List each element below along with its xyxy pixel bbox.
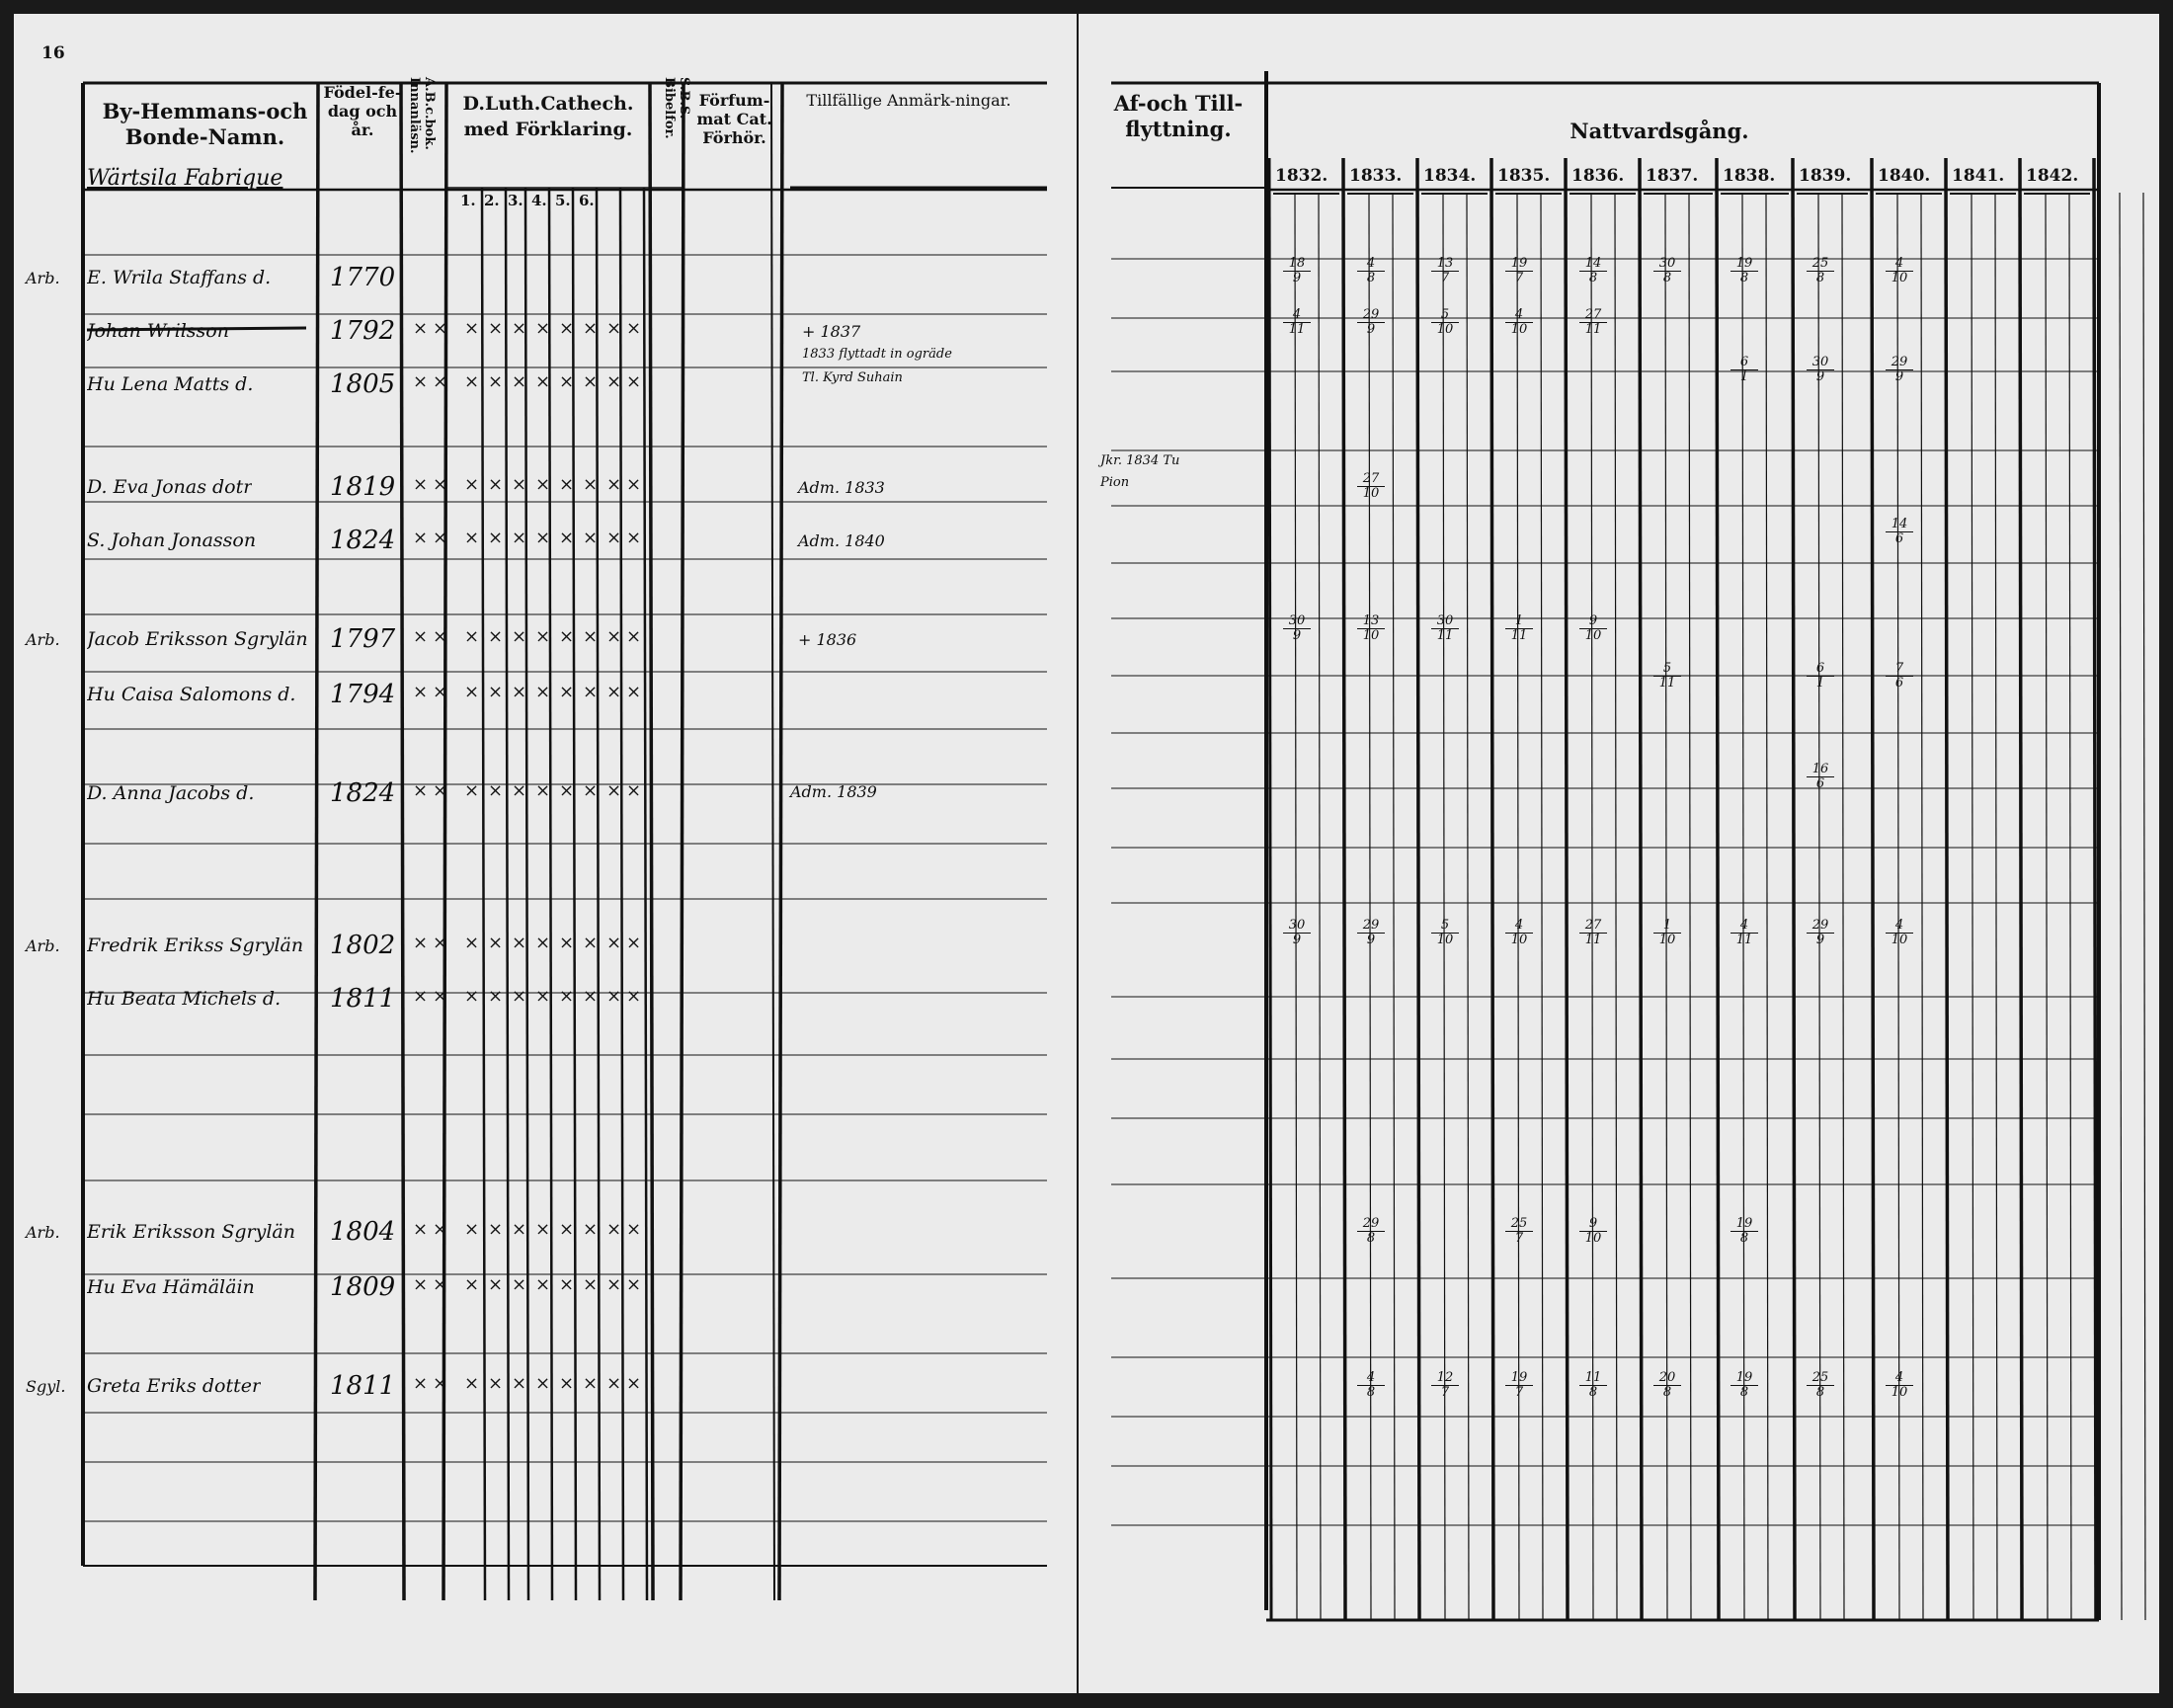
- year-header: 1838.: [1723, 166, 1776, 186]
- exam-mark: ×: [413, 933, 429, 953]
- year-col-rule: [1269, 158, 1271, 1620]
- year-col-rule: [1566, 158, 1568, 1620]
- communion-date: $\frac{25}{8}$: [1807, 1371, 1834, 1400]
- communion-date: $\frac{9}{10}$: [1579, 1217, 1607, 1246]
- year-col-rule: [2094, 158, 2096, 1620]
- exam-mark: ×: [433, 528, 448, 548]
- exam-mark: ×: [535, 371, 551, 392]
- exam-mark: ×: [583, 986, 599, 1007]
- year-sub-rule: [1766, 193, 1768, 1620]
- exam-mark: ×: [559, 1219, 575, 1240]
- exam-mark: ×: [512, 318, 527, 339]
- exam-mark: ×: [606, 1274, 622, 1295]
- person-name: Erik Eriksson Sgrylän: [87, 1221, 295, 1243]
- year-header: 1837.: [1646, 166, 1699, 186]
- year-sub-rule: [1541, 193, 1543, 1620]
- communion-date: $\frac{30}{11}$: [1431, 614, 1459, 643]
- year-header: 1839.: [1799, 166, 1852, 186]
- exam-mark: ×: [464, 780, 480, 801]
- communion-date: $\frac{29}{9}$: [1807, 919, 1834, 947]
- page-number: 16: [41, 43, 65, 63]
- year-sub-rule: [1443, 193, 1445, 1620]
- communion-date: $\frac{29}{9}$: [1886, 356, 1913, 384]
- exam-mark: ×: [413, 474, 429, 495]
- birth-year: 1804: [330, 1217, 396, 1247]
- exam-mark: ×: [606, 474, 622, 495]
- exam-mark: ×: [464, 528, 480, 548]
- exam-mark: ×: [413, 528, 429, 548]
- exam-mark: ×: [464, 1274, 480, 1295]
- communion-date: $\frac{5}{11}$: [1653, 662, 1681, 691]
- exam-mark: ×: [488, 371, 504, 392]
- exam-mark: ×: [433, 474, 448, 495]
- cat-sub-rule: [482, 188, 485, 1600]
- year-col-rule: [1946, 158, 1948, 1620]
- header-bibel: S.B.S. Bibelfor.: [662, 77, 691, 139]
- person-name: Hu Caisa Salomons d.: [87, 684, 296, 705]
- person-name: Hu Eva Hämäläin: [87, 1276, 255, 1298]
- exam-mark: ×: [626, 682, 642, 702]
- moves-note-2: Pion: [1100, 475, 1130, 490]
- exam-mark: ×: [606, 1373, 622, 1394]
- person-role: Arb.: [26, 1223, 60, 1242]
- exam-mark: ×: [606, 1219, 622, 1240]
- exam-mark: ×: [413, 1219, 429, 1240]
- communion-date: $\frac{1}{11}$: [1505, 614, 1533, 643]
- communion-date: $\frac{30}{8}$: [1653, 257, 1681, 285]
- communion-date: $\frac{4}{8}$: [1357, 257, 1385, 285]
- remark-7: Adm. 1839: [790, 782, 877, 801]
- year-sub-rule: [1591, 193, 1593, 1620]
- year-header: 1836.: [1571, 166, 1625, 186]
- year-col-rule: [1491, 158, 1493, 1620]
- exam-mark: ×: [583, 318, 599, 339]
- communion-date: $\frac{6}{1}$: [1730, 356, 1758, 384]
- exam-mark: ×: [512, 1373, 527, 1394]
- year-header: 1841.: [1952, 166, 2005, 186]
- year-col-rule: [2020, 158, 2022, 1620]
- communion-date: $\frac{5}{10}$: [1431, 919, 1459, 947]
- year-sub-rule: [1972, 193, 1973, 1620]
- exam-mark: ×: [488, 318, 504, 339]
- remark-1: + 1837: [802, 322, 861, 341]
- communion-date: $\frac{11}{8}$: [1579, 1371, 1607, 1400]
- exam-mark: ×: [626, 780, 642, 801]
- year-sub-rule: [1517, 193, 1519, 1620]
- year-col-rule: [1417, 158, 1419, 1620]
- exam-mark: ×: [535, 1373, 551, 1394]
- exam-mark: ×: [433, 933, 448, 953]
- year-sub-rule: [1393, 193, 1395, 1620]
- exam-mark: ×: [512, 626, 527, 647]
- communion-date: $\frac{4}{8}$: [1357, 1371, 1385, 1400]
- header-communion: Nattvardsgång.: [1569, 119, 1749, 143]
- person-name: D. Eva Jonas dotr: [87, 476, 253, 498]
- exam-mark: ×: [464, 474, 480, 495]
- moves-note-1: Jkr. 1834 Tu: [1100, 453, 1180, 468]
- exam-mark: ×: [488, 682, 504, 702]
- exam-mark: ×: [583, 933, 599, 953]
- birth-year: 1797: [330, 624, 396, 654]
- exam-mark: ×: [433, 1219, 448, 1240]
- exam-mark: ×: [512, 1219, 527, 1240]
- communion-date: $\frac{7}{6}$: [1886, 662, 1913, 691]
- exam-mark: ×: [535, 780, 551, 801]
- exam-mark: ×: [606, 682, 622, 702]
- exam-mark: ×: [488, 933, 504, 953]
- exam-mark: ×: [626, 1373, 642, 1394]
- exam-mark: ×: [464, 986, 480, 1007]
- exam-mark: ×: [583, 1373, 599, 1394]
- year-col-rule: [1343, 158, 1345, 1620]
- exam-mark: ×: [464, 1219, 480, 1240]
- exam-mark: ×: [535, 474, 551, 495]
- exam-mark: ×: [559, 528, 575, 548]
- exam-mark: ×: [583, 626, 599, 647]
- communion-date: $\frac{4}{10}$: [1505, 919, 1533, 947]
- exam-mark: ×: [559, 371, 575, 392]
- exam-mark: ×: [464, 626, 480, 647]
- exam-mark: ×: [626, 318, 642, 339]
- person-name: Fredrik Erikss Sgrylän: [87, 935, 304, 956]
- communion-date: $\frac{19}{8}$: [1730, 1371, 1758, 1400]
- year-col-rule: [1640, 158, 1642, 1620]
- communion-date: $\frac{13}{10}$: [1357, 614, 1385, 643]
- year-col-rule: [1793, 158, 1795, 1620]
- exam-mark: ×: [535, 626, 551, 647]
- exam-mark: ×: [512, 528, 527, 548]
- exam-mark: ×: [559, 780, 575, 801]
- left-col-rule: [681, 83, 684, 1600]
- exam-mark: ×: [488, 1219, 504, 1240]
- year-sub-rule: [1615, 193, 1617, 1620]
- year-sub-rule: [1665, 193, 1667, 1620]
- remark-5: Adm. 1840: [798, 531, 885, 550]
- cat-sub-rule: [644, 188, 647, 1600]
- year-header: 1833.: [1349, 166, 1403, 186]
- exam-mark: ×: [535, 933, 551, 953]
- communion-date: $\frac{20}{8}$: [1653, 1371, 1681, 1400]
- birth-year: 1792: [330, 316, 396, 346]
- communion-date: $\frac{25}{7}$: [1505, 1217, 1533, 1246]
- exam-mark: ×: [512, 682, 527, 702]
- year-sub-rule: [2069, 193, 2071, 1620]
- cat-sub-rule: [506, 188, 509, 1600]
- birth-year: 1770: [330, 263, 396, 292]
- exam-mark: ×: [413, 626, 429, 647]
- exam-mark: ×: [512, 780, 527, 801]
- exam-mark: ×: [559, 626, 575, 647]
- communion-date: $\frac{19}{7}$: [1505, 1371, 1533, 1400]
- communion-date: $\frac{27}{11}$: [1579, 919, 1607, 947]
- exam-mark: ×: [488, 626, 504, 647]
- person-name: Hu Lena Matts d.: [87, 373, 254, 395]
- year-sub-rule: [1921, 193, 1923, 1620]
- exam-mark: ×: [606, 528, 622, 548]
- exam-mark: ×: [433, 1274, 448, 1295]
- exam-mark: ×: [559, 474, 575, 495]
- birth-year: 1824: [330, 526, 396, 555]
- year-sub-rule: [1295, 193, 1297, 1620]
- birth-year: 1809: [330, 1272, 396, 1302]
- exam-mark: ×: [559, 1274, 575, 1295]
- exam-mark: ×: [606, 318, 622, 339]
- exam-mark: ×: [583, 528, 599, 548]
- communion-date: $\frac{14}{8}$: [1579, 257, 1607, 285]
- year-sub-rule: [2143, 193, 2145, 1620]
- exam-mark: ×: [559, 986, 575, 1007]
- exam-mark: ×: [583, 682, 599, 702]
- year-sub-rule: [2046, 193, 2048, 1620]
- exam-mark: ×: [559, 682, 575, 702]
- person-name: Jacob Eriksson Sgrylän: [87, 628, 308, 650]
- exam-mark: ×: [626, 1274, 642, 1295]
- exam-mark: ×: [413, 986, 429, 1007]
- exam-mark: ×: [535, 682, 551, 702]
- exam-mark: ×: [535, 318, 551, 339]
- header-abc: A.B.c.bok. Innanläsn.: [407, 77, 437, 154]
- exam-mark: ×: [535, 1219, 551, 1240]
- communion-date: $\frac{5}{10}$: [1431, 308, 1459, 337]
- exam-mark: ×: [559, 1373, 575, 1394]
- communion-date: $\frac{30}{9}$: [1283, 919, 1311, 947]
- year-header: 1842.: [2026, 166, 2079, 186]
- exam-mark: ×: [512, 371, 527, 392]
- exam-mark: ×: [488, 780, 504, 801]
- left-col-rule: [315, 83, 318, 1600]
- exam-mark: ×: [626, 933, 642, 953]
- catechism-number: 4.: [531, 192, 547, 209]
- exam-mark: ×: [512, 986, 527, 1007]
- exam-mark: ×: [626, 474, 642, 495]
- catechism-number: 1.: [460, 192, 476, 209]
- exam-mark: ×: [413, 682, 429, 702]
- exam-mark: ×: [583, 780, 599, 801]
- communion-date: $\frac{6}{1}$: [1807, 662, 1834, 691]
- left-col-rule: [779, 83, 782, 1600]
- exam-mark: ×: [413, 1274, 429, 1295]
- communion-date: $\frac{4}{10}$: [1886, 1371, 1913, 1400]
- exam-mark: ×: [488, 528, 504, 548]
- exam-mark: ×: [606, 986, 622, 1007]
- communion-date: $\frac{19}{7}$: [1505, 257, 1533, 285]
- exam-mark: ×: [433, 682, 448, 702]
- person-name: Hu Beata Michels d.: [87, 988, 282, 1010]
- communion-date: $\frac{9}{10}$: [1579, 614, 1607, 643]
- exam-mark: ×: [433, 780, 448, 801]
- year-col-rule: [1717, 158, 1719, 1620]
- exam-mark: ×: [433, 1373, 448, 1394]
- exam-mark: ×: [512, 474, 527, 495]
- communion-date: $\frac{19}{8}$: [1730, 1217, 1758, 1246]
- catechism-number: 5.: [555, 192, 571, 209]
- year-col-rule: [1872, 158, 1874, 1620]
- exam-mark: ×: [488, 474, 504, 495]
- year-header: 1840.: [1878, 166, 1931, 186]
- left-col-rule: [401, 83, 404, 1600]
- person-name: Greta Eriks dotter: [87, 1375, 262, 1397]
- exam-mark: ×: [464, 1373, 480, 1394]
- header-forhor: Förfum-mat Cat. Förhör.: [696, 91, 772, 147]
- exam-mark: ×: [535, 1274, 551, 1295]
- communion-date: $\frac{30}{9}$: [1283, 614, 1311, 643]
- header-catechism: D.Luth.Cathech. med Förklaring.: [462, 93, 634, 140]
- year-sub-rule: [1369, 193, 1371, 1620]
- exam-mark: ×: [626, 986, 642, 1007]
- person-role: Sgyl.: [26, 1377, 66, 1396]
- communion-date: $\frac{27}{10}$: [1357, 472, 1385, 501]
- exam-mark: ×: [626, 626, 642, 647]
- catechism-number: 6.: [579, 192, 595, 209]
- exam-mark: ×: [626, 1219, 642, 1240]
- exam-mark: ×: [535, 528, 551, 548]
- exam-mark: ×: [559, 933, 575, 953]
- communion-date: $\frac{12}{7}$: [1431, 1371, 1459, 1400]
- year-header: 1834.: [1423, 166, 1477, 186]
- exam-mark: ×: [606, 780, 622, 801]
- exam-mark: ×: [626, 528, 642, 548]
- communion-date: $\frac{29}{9}$: [1357, 308, 1385, 337]
- communion-date: $\frac{14}{6}$: [1886, 518, 1913, 546]
- exam-mark: ×: [433, 318, 448, 339]
- remark-3: Tl. Kyrd Suhain: [802, 370, 903, 385]
- exam-mark: ×: [535, 986, 551, 1007]
- person-role: Arb.: [26, 269, 60, 287]
- catechism-number: 2.: [484, 192, 500, 209]
- birth-year: 1805: [330, 369, 396, 399]
- communion-date: $\frac{4}{11}$: [1283, 308, 1311, 337]
- exam-mark: ×: [583, 1274, 599, 1295]
- communion-date: $\frac{27}{11}$: [1579, 308, 1607, 337]
- exam-mark: ×: [583, 1219, 599, 1240]
- person-name: D. Anna Jacobs d.: [87, 782, 255, 804]
- communion-date: $\frac{19}{8}$: [1730, 257, 1758, 285]
- person-name: E. Wrila Staffans d.: [87, 267, 272, 288]
- birth-year: 1802: [330, 931, 396, 960]
- communion-date: $\frac{18}{9}$: [1283, 257, 1311, 285]
- birth-year: 1819: [330, 472, 396, 502]
- year-sub-rule: [1897, 193, 1899, 1620]
- year-sub-rule: [1689, 193, 1691, 1620]
- birth-year: 1824: [330, 778, 396, 808]
- year-sub-rule: [1742, 193, 1744, 1620]
- year-sub-rule: [1995, 193, 1997, 1620]
- exam-mark: ×: [606, 626, 622, 647]
- person-role: Arb.: [26, 630, 60, 649]
- left-col-rule: [771, 83, 774, 1600]
- communion-date: $\frac{4}{10}$: [1886, 257, 1913, 285]
- birth-year: 1794: [330, 680, 396, 709]
- section-heading: Wärtsila Fabrique: [87, 166, 283, 191]
- communion-date: $\frac{16}{6}$: [1807, 763, 1834, 791]
- year-sub-rule: [1818, 193, 1820, 1620]
- header-remarks: Tillfällige Anmärk-ningar.: [806, 91, 1011, 110]
- header-birth: Födel-fe-dag och år.: [323, 83, 402, 139]
- communion-date: $\frac{29}{9}$: [1357, 919, 1385, 947]
- exam-mark: ×: [606, 371, 622, 392]
- exam-mark: ×: [464, 318, 480, 339]
- left-col-rule: [650, 83, 653, 1600]
- exam-mark: ×: [413, 780, 429, 801]
- exam-mark: ×: [559, 318, 575, 339]
- exam-mark: ×: [583, 474, 599, 495]
- exam-mark: ×: [464, 933, 480, 953]
- person-name: Johan Wrilsson: [87, 320, 229, 342]
- communion-date: $\frac{1}{10}$: [1653, 919, 1681, 947]
- exam-mark: ×: [512, 933, 527, 953]
- exam-mark: ×: [433, 371, 448, 392]
- exam-mark: ×: [488, 1373, 504, 1394]
- year-header: 1835.: [1497, 166, 1551, 186]
- person-name: S. Johan Jonasson: [87, 529, 257, 551]
- exam-mark: ×: [583, 371, 599, 392]
- year-header: 1832.: [1275, 166, 1328, 186]
- exam-mark: ×: [464, 682, 480, 702]
- communion-date: $\frac{29}{8}$: [1357, 1217, 1385, 1246]
- catechism-number: 3.: [508, 192, 523, 209]
- exam-mark: ×: [413, 371, 429, 392]
- header-moves: Af-och Till-flyttning.: [1113, 91, 1244, 141]
- birth-year: 1811: [330, 984, 396, 1014]
- remark-6: + 1836: [798, 630, 857, 649]
- remark-4: Adm. 1833: [798, 478, 885, 497]
- year-sub-rule: [1319, 193, 1321, 1620]
- exam-mark: ×: [626, 371, 642, 392]
- exam-mark: ×: [413, 318, 429, 339]
- exam-mark: ×: [606, 933, 622, 953]
- communion-date: $\frac{4}{10}$: [1886, 919, 1913, 947]
- communion-date: $\frac{30}{9}$: [1807, 356, 1834, 384]
- communion-date: $\frac{4}{11}$: [1730, 919, 1758, 947]
- remark-2: 1833 flyttadt in ogräde: [802, 347, 952, 362]
- year-sub-rule: [1842, 193, 1844, 1620]
- exam-mark: ×: [512, 1274, 527, 1295]
- exam-mark: ×: [488, 986, 504, 1007]
- exam-mark: ×: [413, 1373, 429, 1394]
- communion-date: $\frac{4}{10}$: [1505, 308, 1533, 337]
- birth-year: 1811: [330, 1371, 396, 1401]
- communion-date: $\frac{13}{7}$: [1431, 257, 1459, 285]
- communion-date: $\frac{25}{8}$: [1807, 257, 1834, 285]
- exam-mark: ×: [433, 626, 448, 647]
- header-name: By-Hemmans-och Bonde-Namn.: [102, 99, 308, 149]
- exam-mark: ×: [433, 986, 448, 1007]
- year-sub-rule: [1467, 193, 1469, 1620]
- exam-mark: ×: [464, 371, 480, 392]
- person-role: Arb.: [26, 936, 60, 955]
- exam-mark: ×: [488, 1274, 504, 1295]
- year-sub-rule: [2120, 193, 2122, 1620]
